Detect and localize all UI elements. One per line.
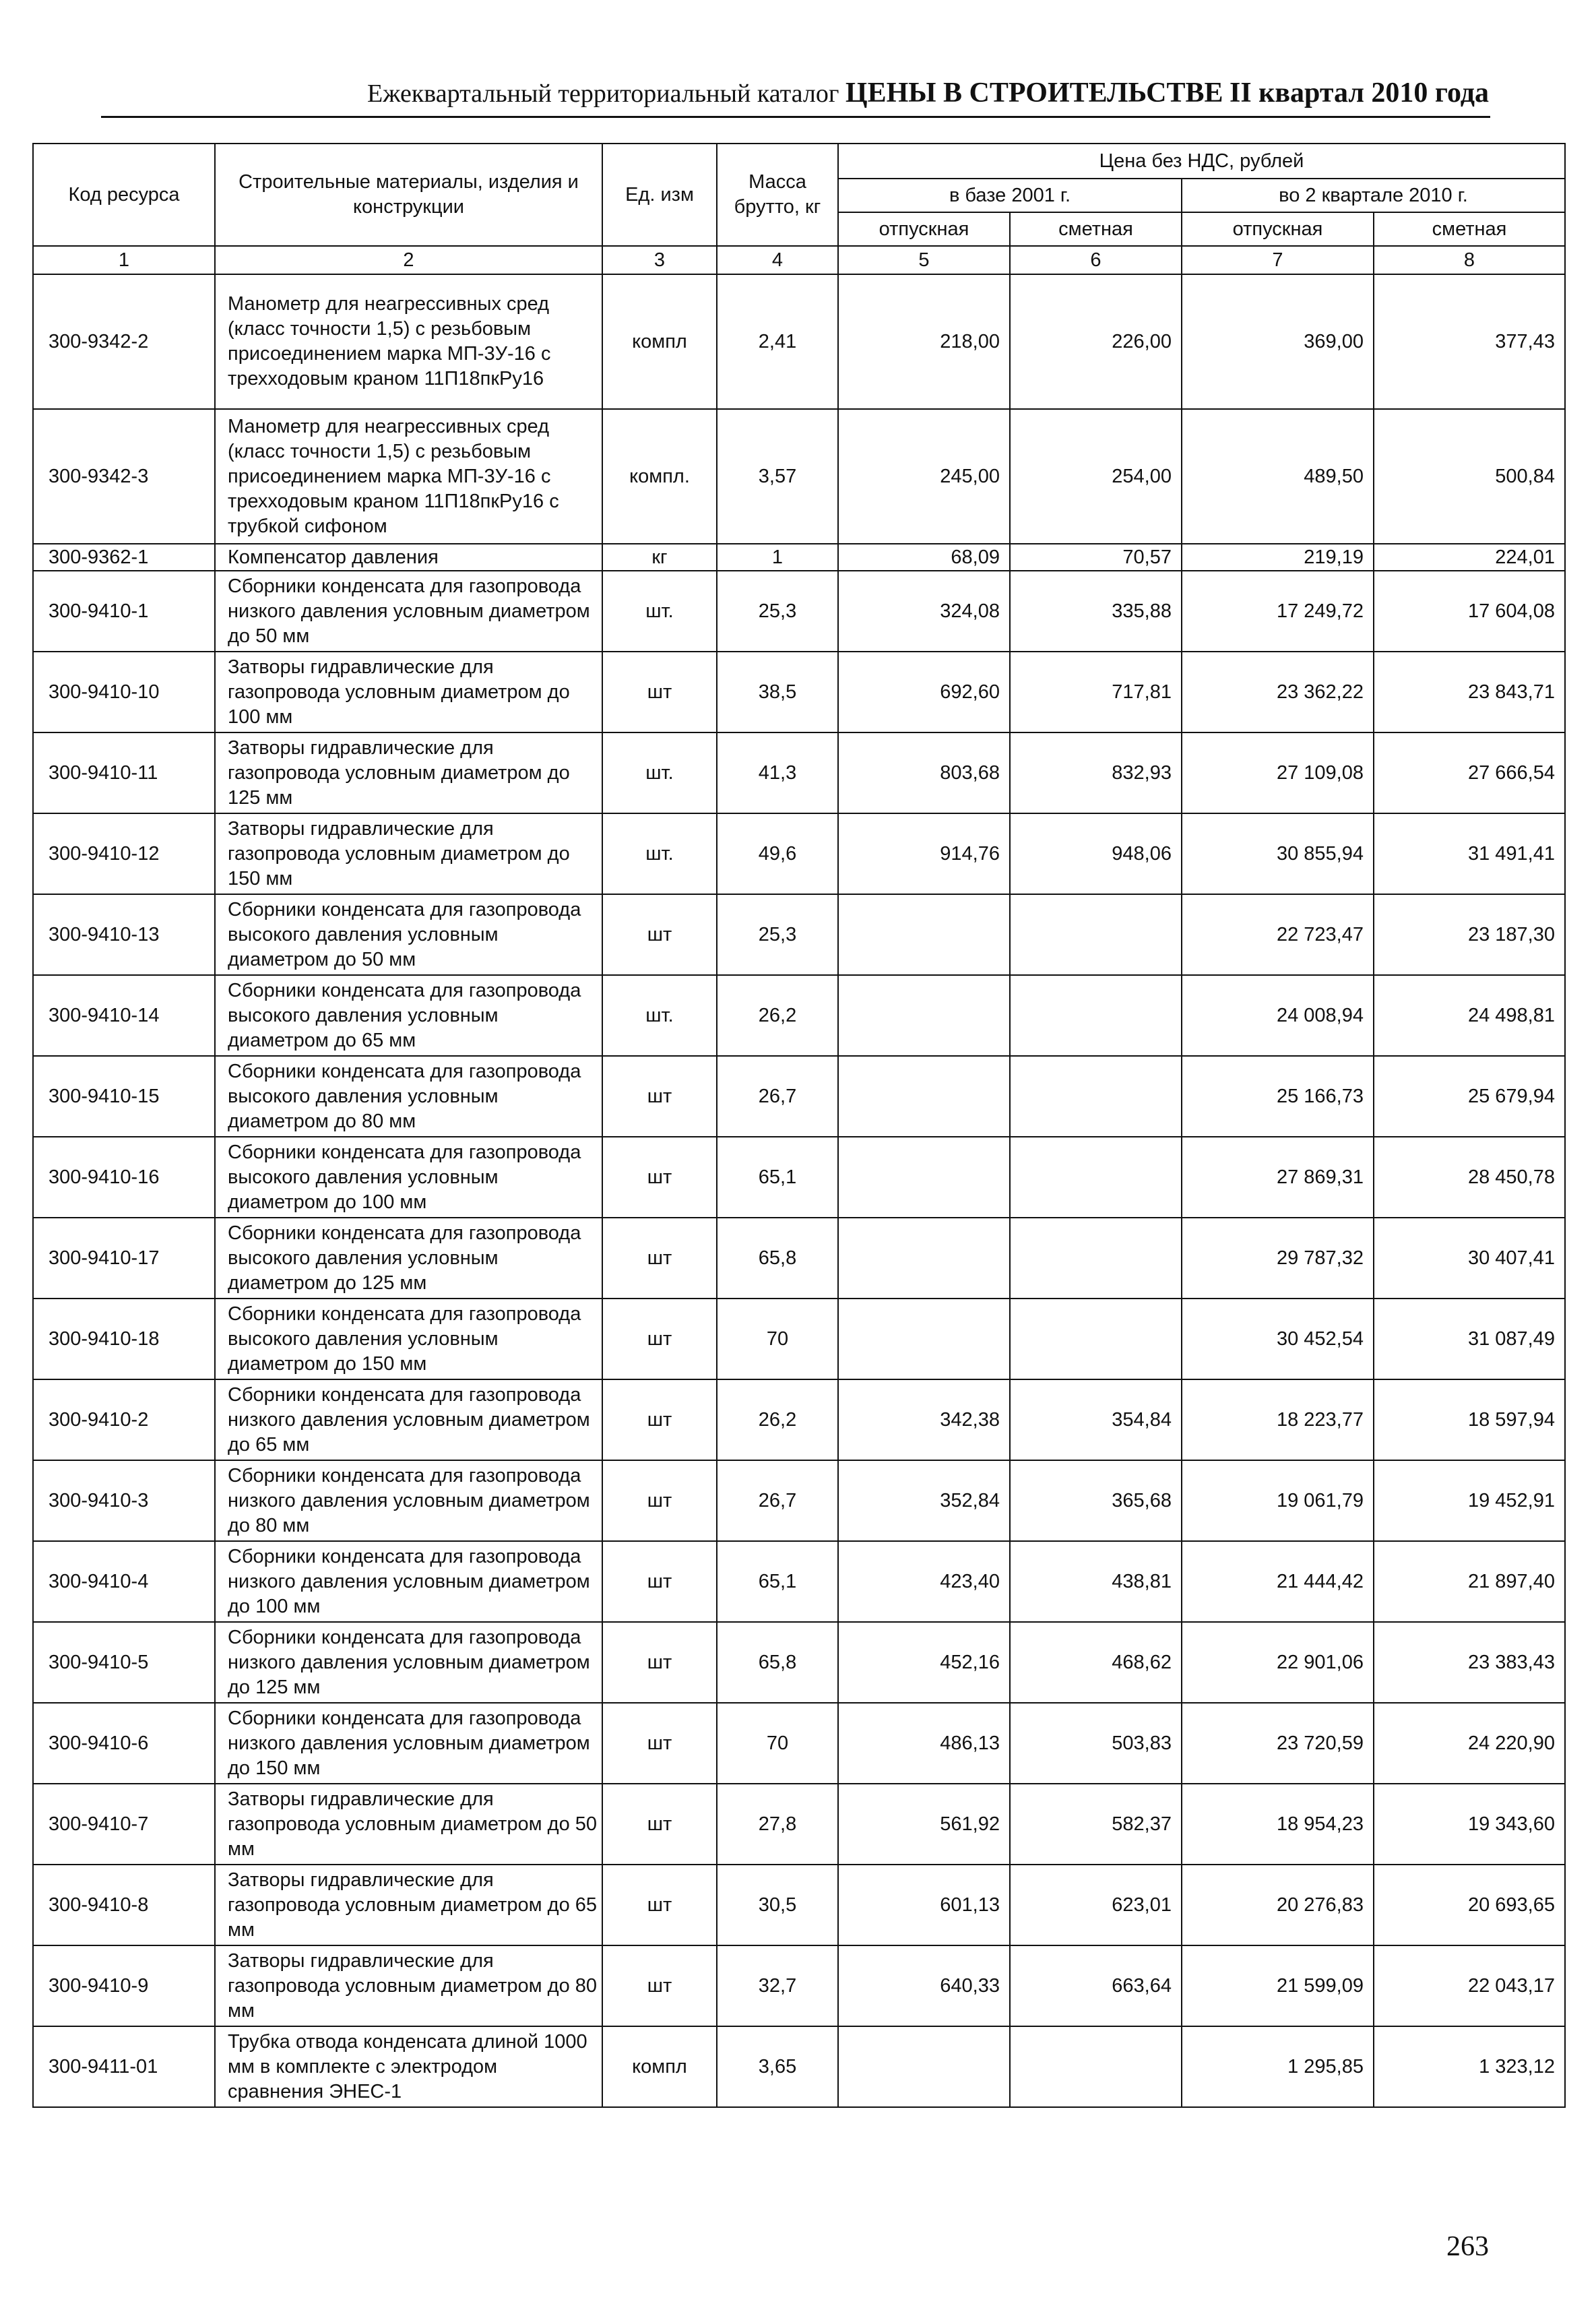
table-row xyxy=(33,1541,1565,1622)
base-estimate-price: 663,64 xyxy=(1010,1945,1182,2026)
table-row xyxy=(33,894,1565,975)
q2-release-price: 25 166,73 xyxy=(1182,1056,1374,1137)
unit: шт xyxy=(602,1218,717,1299)
q2-estimate-price: 21 897,40 xyxy=(1374,1541,1565,1622)
unit: кг xyxy=(602,544,717,571)
col-header-base-release: отпускная xyxy=(838,212,1010,246)
unit: шт xyxy=(602,1865,717,1945)
unit: шт xyxy=(602,652,717,732)
table-row xyxy=(33,1056,1565,1137)
q2-estimate-price: 31 087,49 xyxy=(1374,1299,1565,1379)
base-estimate-price: 254,00 xyxy=(1010,409,1182,544)
base-estimate-price: 582,37 xyxy=(1010,1784,1182,1865)
material-description: Затворы гидравлические для газопровода условным диаметром до 80 мм xyxy=(215,1945,602,2026)
base-estimate-price: 335,88 xyxy=(1010,571,1182,652)
gross-mass: 26,7 xyxy=(717,1056,838,1137)
unit: компл. xyxy=(602,409,717,544)
table-row xyxy=(33,732,1565,813)
material-description: Сборники конденсата для газопровода высокого давления условным диаметром до 125 мм xyxy=(215,1218,602,1299)
col-number: 8 xyxy=(1374,246,1565,274)
catalog-title: ЦЕНЫ В СТРОИТЕЛЬСТВЕ xyxy=(845,77,1223,108)
material-description: Манометр для неагрессивных сред (класс точности 1,5) с резьбовым присоединением марка МП-3У-16 с трехходовым краном 11П18пкРу16 xyxy=(215,274,602,409)
unit: шт xyxy=(602,1299,717,1379)
q2-estimate-price: 24 220,90 xyxy=(1374,1703,1565,1784)
q2-estimate-price: 25 679,94 xyxy=(1374,1056,1565,1137)
base-estimate-price xyxy=(1010,2026,1182,2107)
resource-code: 300-9410-11 xyxy=(33,732,215,813)
q2-release-price: 27 869,31 xyxy=(1182,1137,1374,1218)
base-estimate-price xyxy=(1010,1218,1182,1299)
unit: шт xyxy=(602,1541,717,1622)
base-estimate-price xyxy=(1010,975,1182,1056)
base-estimate-price: 623,01 xyxy=(1010,1865,1182,1945)
resource-code: 300-9410-6 xyxy=(33,1703,215,1784)
q2-release-price: 27 109,08 xyxy=(1182,732,1374,813)
col-number: 1 xyxy=(33,246,215,274)
table-row xyxy=(33,975,1565,1056)
unit: компл xyxy=(602,274,717,409)
base-estimate-price: 354,84 xyxy=(1010,1379,1182,1460)
table-row xyxy=(33,571,1565,652)
base-estimate-price: 503,83 xyxy=(1010,1703,1182,1784)
base-release-price: 342,38 xyxy=(838,1379,1010,1460)
table-row xyxy=(33,1784,1565,1865)
col-header-q-estimate: сметная xyxy=(1374,212,1565,246)
gross-mass: 65,8 xyxy=(717,1218,838,1299)
unit: шт xyxy=(602,1784,717,1865)
gross-mass: 41,3 xyxy=(717,732,838,813)
material-description: Сборники конденсата для газопровода низкого давления условным диаметром до 150 мм xyxy=(215,1703,602,1784)
col-header-q-release: отпускная xyxy=(1182,212,1374,246)
gross-mass: 65,8 xyxy=(717,1622,838,1703)
base-release-price: 352,84 xyxy=(838,1460,1010,1541)
q2-estimate-price: 20 693,65 xyxy=(1374,1865,1565,1945)
unit: шт xyxy=(602,1460,717,1541)
resource-code: 300-9411-01 xyxy=(33,2026,215,2107)
base-estimate-price xyxy=(1010,1056,1182,1137)
gross-mass: 70 xyxy=(717,1299,838,1379)
resource-code: 300-9410-17 xyxy=(33,1218,215,1299)
unit: шт xyxy=(602,894,717,975)
table-row xyxy=(33,1137,1565,1218)
q2-release-price: 17 249,72 xyxy=(1182,571,1374,652)
unit: шт xyxy=(602,1703,717,1784)
table-row xyxy=(33,813,1565,894)
base-release-price: 423,40 xyxy=(838,1541,1010,1622)
q2-estimate-price: 27 666,54 xyxy=(1374,732,1565,813)
resource-code: 300-9410-2 xyxy=(33,1379,215,1460)
base-release-price xyxy=(838,2026,1010,2107)
base-release-price xyxy=(838,975,1010,1056)
material-description: Сборники конденсата для газопровода низкого давления условным диаметром до 80 мм xyxy=(215,1460,602,1541)
base-estimate-price: 70,57 xyxy=(1010,544,1182,571)
col-number: 6 xyxy=(1010,246,1182,274)
gross-mass: 49,6 xyxy=(717,813,838,894)
q2-estimate-price: 28 450,78 xyxy=(1374,1137,1565,1218)
table-row xyxy=(33,1703,1565,1784)
table-row xyxy=(33,544,1565,571)
unit: компл xyxy=(602,2026,717,2107)
resource-code: 300-9410-10 xyxy=(33,652,215,732)
table-row xyxy=(33,1460,1565,1541)
base-estimate-price: 832,93 xyxy=(1010,732,1182,813)
base-release-price xyxy=(838,1218,1010,1299)
base-estimate-price xyxy=(1010,1137,1182,1218)
q2-estimate-price: 17 604,08 xyxy=(1374,571,1565,652)
resource-code: 300-9410-4 xyxy=(33,1541,215,1622)
q2-estimate-price: 224,01 xyxy=(1374,544,1565,571)
col-header-materials: Строительные материалы, изделия и конструкции xyxy=(215,144,602,246)
resource-code: 300-9362-1 xyxy=(33,544,215,571)
base-release-price: 640,33 xyxy=(838,1945,1010,2026)
q2-release-price: 29 787,32 xyxy=(1182,1218,1374,1299)
gross-mass: 26,2 xyxy=(717,975,838,1056)
page-number: 263 xyxy=(1446,2231,1489,2262)
base-estimate-price: 438,81 xyxy=(1010,1541,1182,1622)
base-estimate-price: 717,81 xyxy=(1010,652,1182,732)
material-description: Сборники конденсата для газопровода высокого давления условным диаметром до 150 мм xyxy=(215,1299,602,1379)
material-description: Затворы гидравлические для газопровода условным диаметром до 125 мм xyxy=(215,732,602,813)
q2-release-price: 30 452,54 xyxy=(1182,1299,1374,1379)
gross-mass: 65,1 xyxy=(717,1137,838,1218)
gross-mass: 70 xyxy=(717,1703,838,1784)
col-header-q2-2010: во 2 квартале 2010 г. xyxy=(1182,179,1565,212)
material-description: Затворы гидравлические для газопровода условным диаметром до 65 мм xyxy=(215,1865,602,1945)
material-description: Сборники конденсата для газопровода высокого давления условным диаметром до 50 мм xyxy=(215,894,602,975)
table-row xyxy=(33,409,1565,544)
resource-code: 300-9410-14 xyxy=(33,975,215,1056)
gross-mass: 3,57 xyxy=(717,409,838,544)
table-row xyxy=(33,652,1565,732)
q2-estimate-price: 31 491,41 xyxy=(1374,813,1565,894)
gross-mass: 26,2 xyxy=(717,1379,838,1460)
base-estimate-price: 468,62 xyxy=(1010,1622,1182,1703)
unit: шт. xyxy=(602,732,717,813)
base-release-price xyxy=(838,1299,1010,1379)
material-description: Компенсатор давления xyxy=(215,544,602,571)
q2-estimate-price: 23 843,71 xyxy=(1374,652,1565,732)
col-header-mass: Масса брутто, кг xyxy=(717,144,838,246)
base-release-price: 68,09 xyxy=(838,544,1010,571)
material-description: Сборники конденсата для газопровода низкого давления условным диаметром до 65 мм xyxy=(215,1379,602,1460)
q2-release-price: 30 855,94 xyxy=(1182,813,1374,894)
gross-mass: 1 xyxy=(717,544,838,571)
base-estimate-price xyxy=(1010,1299,1182,1379)
resource-code: 300-9410-3 xyxy=(33,1460,215,1541)
base-estimate-price: 948,06 xyxy=(1010,813,1182,894)
resource-code: 300-9410-13 xyxy=(33,894,215,975)
q2-release-price: 18 223,77 xyxy=(1182,1379,1374,1460)
material-description: Затворы гидравлические для газопровода условным диаметром до 50 мм xyxy=(215,1784,602,1865)
col-header-base-2001: в базе 2001 г. xyxy=(838,179,1182,212)
resource-code: 300-9410-16 xyxy=(33,1137,215,1218)
q2-release-price: 489,50 xyxy=(1182,409,1374,544)
unit: шт. xyxy=(602,975,717,1056)
q2-estimate-price: 30 407,41 xyxy=(1374,1218,1565,1299)
material-description: Сборники конденсата для газопровода высокого давления условным диаметром до 100 мм xyxy=(215,1137,602,1218)
col-number: 4 xyxy=(717,246,838,274)
price-table xyxy=(32,143,1566,2108)
col-number: 7 xyxy=(1182,246,1374,274)
col-header-base-estimate: сметная xyxy=(1010,212,1182,246)
material-description: Сборники конденсата для газопровода низкого давления условным диаметром до 125 мм xyxy=(215,1622,602,1703)
q2-release-price: 23 720,59 xyxy=(1182,1703,1374,1784)
base-release-price: 486,13 xyxy=(838,1703,1010,1784)
header-divider xyxy=(101,116,1490,118)
base-release-price xyxy=(838,894,1010,975)
resource-code: 300-9410-8 xyxy=(33,1865,215,1945)
unit: шт xyxy=(602,1137,717,1218)
unit: шт xyxy=(602,1945,717,2026)
material-description: Сборники конденсата для газопровода высокого давления условным диаметром до 65 мм xyxy=(215,975,602,1056)
col-number: 2 xyxy=(215,246,602,274)
q2-release-price: 219,19 xyxy=(1182,544,1374,571)
q2-release-price: 21 444,42 xyxy=(1182,1541,1374,1622)
unit: шт. xyxy=(602,571,717,652)
resource-code: 300-9410-1 xyxy=(33,571,215,652)
gross-mass: 65,1 xyxy=(717,1541,838,1622)
table-row xyxy=(33,1622,1565,1703)
material-description: Сборники конденсата для газопровода низкого давления условным диаметром до 100 мм xyxy=(215,1541,602,1622)
unit: шт xyxy=(602,1622,717,1703)
gross-mass: 30,5 xyxy=(717,1865,838,1945)
base-release-price: 245,00 xyxy=(838,409,1010,544)
q2-estimate-price: 1 323,12 xyxy=(1374,2026,1565,2107)
q2-estimate-price: 19 452,91 xyxy=(1374,1460,1565,1541)
resource-code: 300-9410-9 xyxy=(33,1945,215,2026)
gross-mass: 25,3 xyxy=(717,894,838,975)
gross-mass: 32,7 xyxy=(717,1945,838,2026)
material-description: Манометр для неагрессивных сред (класс точности 1,5) с резьбовым присоединением марка МП-3У-16 с трехходовым краном 11П18пкРу16 с трубкой сифоном xyxy=(215,409,602,544)
q2-estimate-price: 24 498,81 xyxy=(1374,975,1565,1056)
q2-estimate-price: 23 187,30 xyxy=(1374,894,1565,975)
col-number: 5 xyxy=(838,246,1010,274)
material-description: Сборники конденсата для газопровода высокого давления условным диаметром до 80 мм xyxy=(215,1056,602,1137)
table-row xyxy=(33,1865,1565,1945)
page-header xyxy=(101,73,1489,114)
q2-release-price: 22 723,47 xyxy=(1182,894,1374,975)
gross-mass: 3,65 xyxy=(717,2026,838,2107)
base-release-price: 601,13 xyxy=(838,1865,1010,1945)
material-description: Затворы гидравлические для газопровода условным диаметром до 100 мм xyxy=(215,652,602,732)
base-release-price: 452,16 xyxy=(838,1622,1010,1703)
q2-estimate-price: 22 043,17 xyxy=(1374,1945,1565,2026)
base-estimate-price: 226,00 xyxy=(1010,274,1182,409)
resource-code: 300-9410-18 xyxy=(33,1299,215,1379)
base-release-price: 218,00 xyxy=(838,274,1010,409)
resource-code: 300-9342-3 xyxy=(33,409,215,544)
q2-release-price: 1 295,85 xyxy=(1182,2026,1374,2107)
base-estimate-price: 365,68 xyxy=(1010,1460,1182,1541)
base-release-price: 914,76 xyxy=(838,813,1010,894)
base-release-price xyxy=(838,1056,1010,1137)
q2-estimate-price: 19 343,60 xyxy=(1374,1784,1565,1865)
q2-release-price: 22 901,06 xyxy=(1182,1622,1374,1703)
gross-mass: 25,3 xyxy=(717,571,838,652)
resource-code: 300-9410-12 xyxy=(33,813,215,894)
base-release-price: 324,08 xyxy=(838,571,1010,652)
base-estimate-price xyxy=(1010,894,1182,975)
base-release-price: 561,92 xyxy=(838,1784,1010,1865)
col-number: 3 xyxy=(602,246,717,274)
base-release-price: 803,68 xyxy=(838,732,1010,813)
base-release-price: 692,60 xyxy=(838,652,1010,732)
q2-estimate-price: 18 597,94 xyxy=(1374,1379,1565,1460)
q2-release-price: 24 008,94 xyxy=(1182,975,1374,1056)
resource-code: 300-9342-2 xyxy=(33,274,215,409)
q2-release-price: 369,00 xyxy=(1182,274,1374,409)
col-header-price-group: Цена без НДС, рублей xyxy=(838,144,1565,179)
material-description: Сборники конденсата для газопровода низкого давления условным диаметром до 50 мм xyxy=(215,571,602,652)
col-header-code: Код ресурса xyxy=(33,144,215,246)
q2-estimate-price: 377,43 xyxy=(1374,274,1565,409)
gross-mass: 26,7 xyxy=(717,1460,838,1541)
table-row xyxy=(33,274,1565,409)
table-row xyxy=(33,2026,1565,2107)
q2-release-price: 19 061,79 xyxy=(1182,1460,1374,1541)
q2-release-price: 20 276,83 xyxy=(1182,1865,1374,1945)
table-row xyxy=(33,1945,1565,2026)
catalog-period: II квартал 2010 года xyxy=(1229,77,1489,108)
q2-release-price: 23 362,22 xyxy=(1182,652,1374,732)
material-description: Затворы гидравлические для газопровода условным диаметром до 150 мм xyxy=(215,813,602,894)
resource-code: 300-9410-7 xyxy=(33,1784,215,1865)
q2-release-price: 18 954,23 xyxy=(1182,1784,1374,1865)
unit: шт. xyxy=(602,813,717,894)
q2-estimate-price: 500,84 xyxy=(1374,409,1565,544)
gross-mass: 2,41 xyxy=(717,274,838,409)
unit: шт xyxy=(602,1056,717,1137)
col-header-unit: Ед. изм xyxy=(602,144,717,246)
table-row xyxy=(33,1218,1565,1299)
table-row xyxy=(33,1379,1565,1460)
resource-code: 300-9410-5 xyxy=(33,1622,215,1703)
resource-code: 300-9410-15 xyxy=(33,1056,215,1137)
catalog-name: Ежеквартальный территориальный каталог xyxy=(367,80,839,108)
gross-mass: 27,8 xyxy=(717,1784,838,1865)
gross-mass: 38,5 xyxy=(717,652,838,732)
material-description: Трубка отвода конденсата длиной 1000 мм в комплекте с электродом сравнения ЭНЕС-1 xyxy=(215,2026,602,2107)
q2-release-price: 21 599,09 xyxy=(1182,1945,1374,2026)
q2-estimate-price: 23 383,43 xyxy=(1374,1622,1565,1703)
table-row xyxy=(33,1299,1565,1379)
unit: шт xyxy=(602,1379,717,1460)
base-release-price xyxy=(838,1137,1010,1218)
